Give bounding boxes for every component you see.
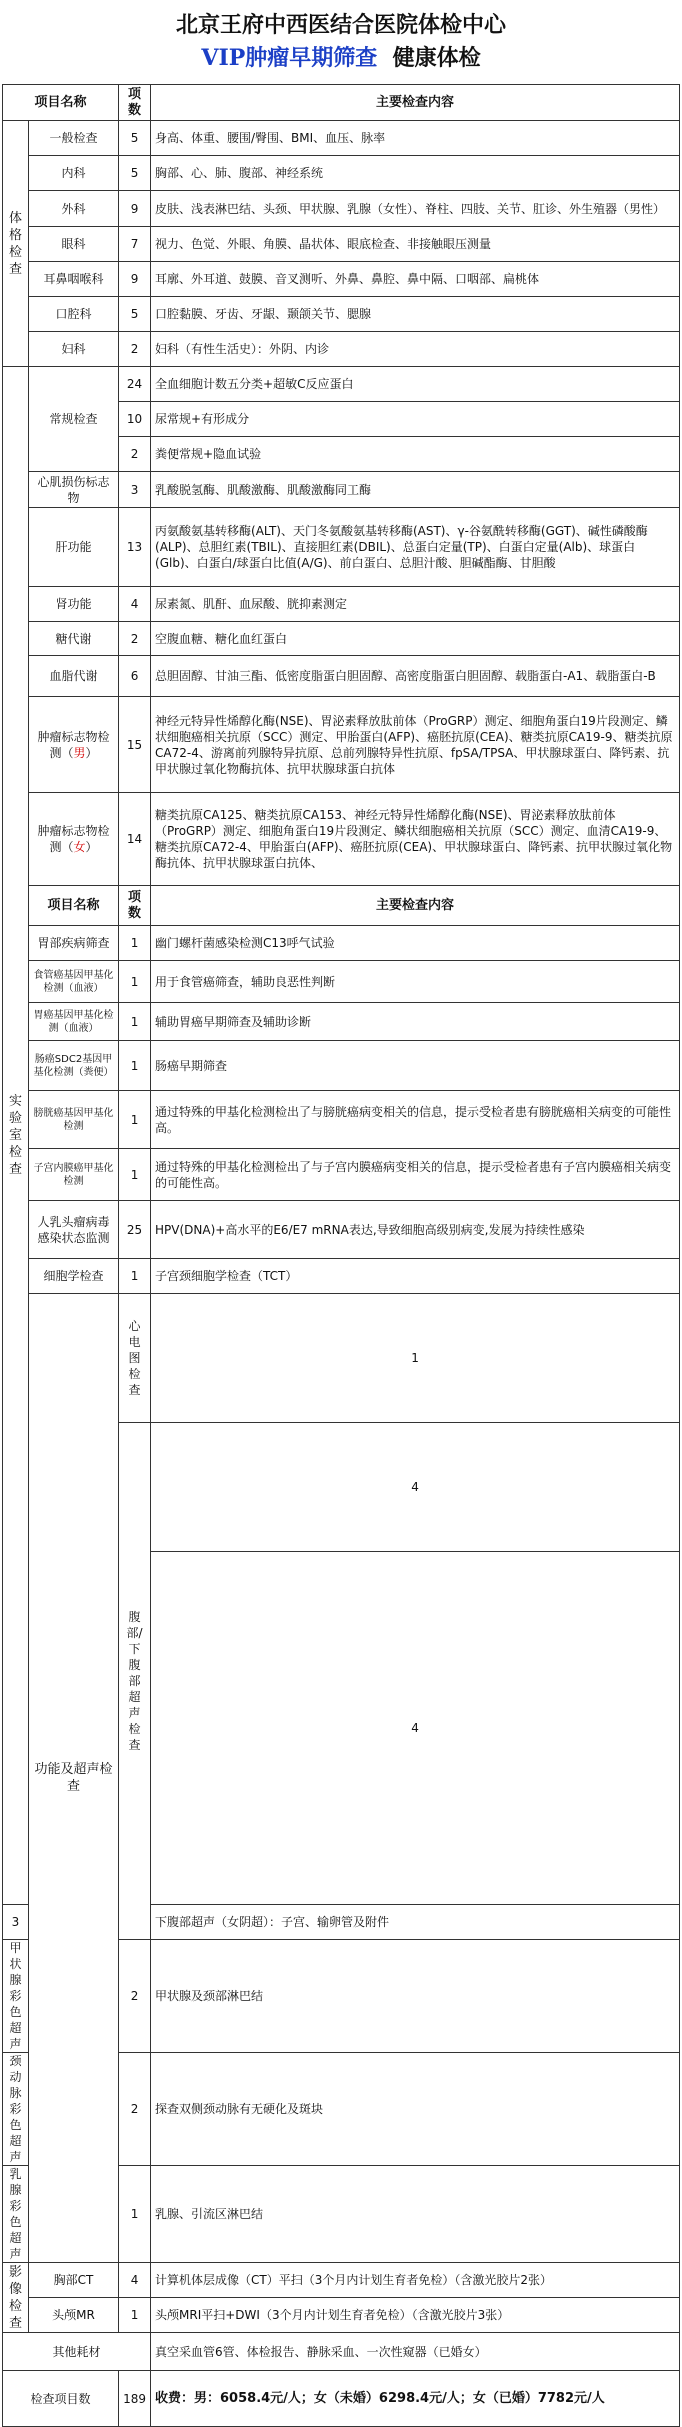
- table-row: [3, 2298, 680, 2333]
- item-count: 2: [119, 437, 151, 472]
- item-count: 1: [119, 926, 151, 961]
- table-row: [3, 191, 680, 227]
- item-name: 妇科: [29, 332, 119, 367]
- item-name: 血脂代谢: [29, 656, 119, 697]
- tumor-female-suffix: ）: [85, 840, 98, 854]
- item-count: 14: [119, 793, 151, 886]
- item-name: 头颅MR: [29, 2298, 119, 2333]
- table-row: [3, 1259, 680, 1294]
- item-content: 全血细胞计数五分类+超敏C反应蛋白: [151, 367, 680, 402]
- item-count: 2: [119, 1940, 151, 2053]
- page-subtitle: [0, 40, 682, 76]
- item-count: 15: [119, 697, 151, 793]
- male-mark: 男: [73, 745, 86, 760]
- item-name: 心电图检查: [119, 1294, 151, 1423]
- subheader-row: [3, 886, 680, 926]
- table-row: [3, 227, 680, 262]
- table-header-row: [3, 85, 680, 121]
- item-count: 5: [119, 156, 151, 191]
- table-row: [3, 1149, 680, 1201]
- table-row: [3, 656, 680, 697]
- vip-subtitle: VIP肿瘤早期筛查: [201, 45, 378, 71]
- item-name: 一般检查: [29, 121, 119, 156]
- item-count: 1: [119, 2166, 151, 2263]
- checkup-table: [2, 84, 680, 2427]
- item-name: 常规检查: [29, 367, 119, 472]
- group-imaging: 影像检查: [3, 2263, 29, 2333]
- item-content: 头颅MRI平扫+DWI（3个月内计划生育者免检）（含激光胶片3张）: [151, 2298, 680, 2333]
- item-count: 24: [119, 367, 151, 402]
- item-content: 下腹部超声（女阴超）：子宫、输卵管及附件: [151, 1905, 680, 1940]
- item-content: 通过特殊的甲基化检测检出了与子宫内膜癌病变相关的信息，提示受检者患有子宫内膜癌相关病变的可能性高。: [151, 1149, 680, 1201]
- table-row: [3, 508, 680, 587]
- item-name: 口腔科: [29, 297, 119, 332]
- total-count: 189: [119, 2371, 151, 2427]
- subheader-content: 主要检查内容: [151, 886, 680, 926]
- item-name: 细胞学检查: [29, 1259, 119, 1294]
- item-count: 25: [119, 1201, 151, 1259]
- item-name: 胃癌基因甲基化检测（血液）: [29, 1003, 119, 1041]
- item-content: 丙氨酸氨基转移酶(ALT)、天门冬氨酸氨基转移酶(AST)、γ-谷氨酰转移酶(GGT)、碱性磷酸酶(ALP)、总胆红素(TBIL)、直接胆红素(DBIL)、总蛋白定量(TP)、白蛋白定量(Alb)、球蛋白(Glb)、白蛋白/球蛋白比值(A/G)、前白蛋白、总胆汁酸、胆碱酯酶、甘胆酸: [151, 508, 680, 587]
- item-name: 乳腺彩色超声: [3, 2166, 29, 2263]
- table-row: [3, 926, 680, 961]
- item-name: 胸部CT: [29, 2263, 119, 2298]
- item-count: 1: [119, 961, 151, 1003]
- item-content: 幽门螺杆菌感染检测C13呼气试验: [151, 926, 680, 961]
- item-content: 空腹血糖、糖化血红蛋白: [151, 622, 680, 656]
- total-row: [3, 2371, 680, 2427]
- table-row: [3, 2333, 680, 2371]
- item-name: 腹部/下腹部超声检查: [119, 1423, 151, 1940]
- item-content: 视力、色觉、外眼、角膜、晶状体、眼底检查、非接触眼压测量: [151, 227, 680, 262]
- item-count: 6: [119, 656, 151, 697]
- item-name: 糖代谢: [29, 622, 119, 656]
- table-row: [3, 2263, 680, 2298]
- item-content: 探查双侧颈动脉有无硬化及斑块: [151, 2053, 680, 2166]
- table-row: [3, 587, 680, 622]
- item-count: 1: [119, 1003, 151, 1041]
- item-count: 1: [119, 1091, 151, 1149]
- item-count: 4: [151, 1423, 680, 1552]
- item-content: 子宫颈细胞学检查（TCT）: [151, 1259, 680, 1294]
- item-count: 5: [119, 297, 151, 332]
- table-row: [3, 472, 680, 508]
- tumor-female-label: 肿瘤标志物检测（: [37, 824, 110, 854]
- table-row: [3, 367, 680, 402]
- table-row: [3, 697, 680, 793]
- item-content: 皮肤、浅表淋巴结、头颈、甲状腺、乳腺（女性）、脊柱、四肢、关节、肛诊、外生殖器（男性）: [151, 191, 680, 227]
- table-row: [3, 1091, 680, 1149]
- item-count: 4: [119, 2263, 151, 2298]
- item-count: 13: [119, 508, 151, 587]
- item-name: [29, 793, 119, 886]
- item-name: 人乳头瘤病毒感染状态监测: [29, 1201, 119, 1259]
- item-count: 9: [119, 191, 151, 227]
- table-row: [3, 961, 680, 1003]
- subheader-name: 项目名称: [29, 886, 119, 926]
- item-count: 5: [119, 121, 151, 156]
- table-row: [3, 332, 680, 367]
- item-count: 1: [119, 1259, 151, 1294]
- item-content: 乳酸脱氢酶、肌酸激酶、肌酸激酶同工酶: [151, 472, 680, 508]
- item-name: [29, 697, 119, 793]
- group-lab: 实验室检查: [3, 367, 29, 1905]
- item-count: 1: [151, 1294, 680, 1423]
- item-content: HPV(DNA)+高水平的E6/E7 mRNA表达,导致细胞高级别病变,发展为持续性感染: [151, 1201, 680, 1259]
- item-name: 耳鼻咽喉科: [29, 262, 119, 297]
- item-content: 粪便常规+隐血试验: [151, 437, 680, 472]
- item-content: 辅助胃癌早期筛查及辅助诊断: [151, 1003, 680, 1041]
- price-content: 收费：男：6058.4元/人；女（未婚）6298.4元/人；女（已婚）7782元/人: [151, 2371, 680, 2427]
- table-row: [3, 1201, 680, 1259]
- item-name: 眼科: [29, 227, 119, 262]
- item-content: 口腔黏膜、牙齿、牙龈、颞颌关节、腮腺: [151, 297, 680, 332]
- consumables-label: 其他耗材: [3, 2333, 151, 2371]
- header-name: 项目名称: [3, 85, 119, 121]
- item-name: 肝功能: [29, 508, 119, 587]
- female-mark: 女: [73, 840, 86, 854]
- item-content: 乳腺、引流区淋巴结: [151, 2166, 680, 2263]
- table-row: [3, 121, 680, 156]
- item-name: 外科: [29, 191, 119, 227]
- item-count: 2: [119, 332, 151, 367]
- item-name: 食管癌基因甲基化检测（血液）: [29, 961, 119, 1003]
- item-count: 4: [119, 587, 151, 622]
- table-row: [3, 297, 680, 332]
- item-name: 膀胱癌基因甲基化检测: [29, 1091, 119, 1149]
- item-name: 颈动脉彩色超声: [3, 2053, 29, 2166]
- item-count: 3: [3, 1905, 29, 1940]
- item-content: 总胆固醇、甘油三酯、低密度脂蛋白胆固醇、高密度脂蛋白胆固醇、载脂蛋白-A1、载脂蛋白-B: [151, 656, 680, 697]
- item-name: 心肌损伤标志物: [29, 472, 119, 508]
- table-row: [3, 1041, 680, 1091]
- item-content: 尿常规+有形成分: [151, 402, 680, 437]
- item-name: 肾功能: [29, 587, 119, 622]
- item-content: 用于食管癌筛查，辅助良恶性判断: [151, 961, 680, 1003]
- item-count: 3: [119, 472, 151, 508]
- item-content: 神经元特异性烯醇化酶(NSE)、胃泌素释放肽前体（ProGRP）测定、细胞角蛋白19片段测定、鳞状细胞癌相关抗原（SCC）测定、甲胎蛋白(AFP)、癌胚抗原(CEA)、糖类抗原CA19-9、糖类抗原CA72-4、游离前列腺特异抗原、总前列腺特异性抗原、fpSA/TPSA、甲状腺球蛋白、降钙素、抗甲状腺过氧化物酶抗体、抗甲状腺球蛋白抗体: [151, 697, 680, 793]
- subtitle-rest: 健康体检: [392, 45, 481, 71]
- table-row: [3, 1294, 680, 1423]
- item-count: 7: [119, 227, 151, 262]
- item-count: 4: [151, 1552, 680, 1905]
- item-count: 1: [119, 1041, 151, 1091]
- header-content: 主要检查内容: [151, 85, 680, 121]
- item-content: 糖类抗原CA125、糖类抗原CA153、神经元特异性烯醇化酶(NSE)、胃泌素释放肽前体（ProGRP）测定、细胞角蛋白19片段测定、鳞状细胞癌相关抗原（SCC）测定、血清CA19-9、糖类抗原CA72-4、甲胎蛋白(AFP)、癌胚抗原(CEA)、甲状腺球蛋白、降钙素、抗甲状腺过氧化物酶抗体、抗甲状腺球蛋白抗体、: [151, 793, 680, 886]
- item-name: 胃部疾病筛查: [29, 926, 119, 961]
- subheader-count: 项数: [119, 886, 151, 926]
- table-row: [3, 156, 680, 191]
- tumor-male-label: 肿瘤标志物检测（: [37, 729, 110, 760]
- item-name: 甲状腺彩色超声: [3, 1940, 29, 2053]
- item-content: 计算机体层成像（CT）平扫（3个月内计划生育者免检）（含激光胶片2张）: [151, 2263, 680, 2298]
- item-name: 子宫内膜癌甲基化检测: [29, 1149, 119, 1201]
- table-row: [3, 793, 680, 886]
- table-row: [3, 622, 680, 656]
- group-physical: 体格检查: [3, 121, 29, 367]
- group-function: 功能及超声检查: [29, 1294, 119, 2263]
- item-content: 胸部、心、肺、腹部、神经系统: [151, 156, 680, 191]
- header-count: 项数: [119, 85, 151, 121]
- item-content: 妇科（有性生活史）：外阴、内诊: [151, 332, 680, 367]
- tumor-male-suffix: ）: [85, 745, 98, 760]
- total-label: 检查项目数: [3, 2371, 119, 2427]
- item-name: 肠癌SDC2基因甲基化检测（粪便）: [29, 1041, 119, 1091]
- hospital-title: 北京王府中西医结合医院体检中心: [175, 12, 506, 38]
- item-count: 2: [119, 2053, 151, 2166]
- table-row: [3, 262, 680, 297]
- item-count: 2: [119, 622, 151, 656]
- table-row: [3, 1003, 680, 1041]
- item-count: 10: [119, 402, 151, 437]
- item-count: 9: [119, 262, 151, 297]
- item-content: 身高、体重、腰围/臀围、BMI、血压、脉率: [151, 121, 680, 156]
- item-count: 1: [119, 1149, 151, 1201]
- item-content: 甲状腺及颈部淋巴结: [151, 1940, 680, 2053]
- item-count: 1: [119, 2298, 151, 2333]
- item-content: 耳廓、外耳道、鼓膜、音叉测听、外鼻、鼻腔、鼻中隔、口咽部、扁桃体: [151, 262, 680, 297]
- item-content: 尿素氮、肌酐、血尿酸、胱抑素测定: [151, 587, 680, 622]
- item-content: 通过特殊的甲基化检测检出了与膀胱癌病变相关的信息，提示受检者患有膀胱癌相关病变的可能性高。: [151, 1091, 680, 1149]
- consumables-content: 真空采血管6管、体检报告、静脉采血、一次性窥器（已婚女）: [151, 2333, 680, 2371]
- item-name: 内科: [29, 156, 119, 191]
- item-content: 肠癌早期筛查: [151, 1041, 680, 1091]
